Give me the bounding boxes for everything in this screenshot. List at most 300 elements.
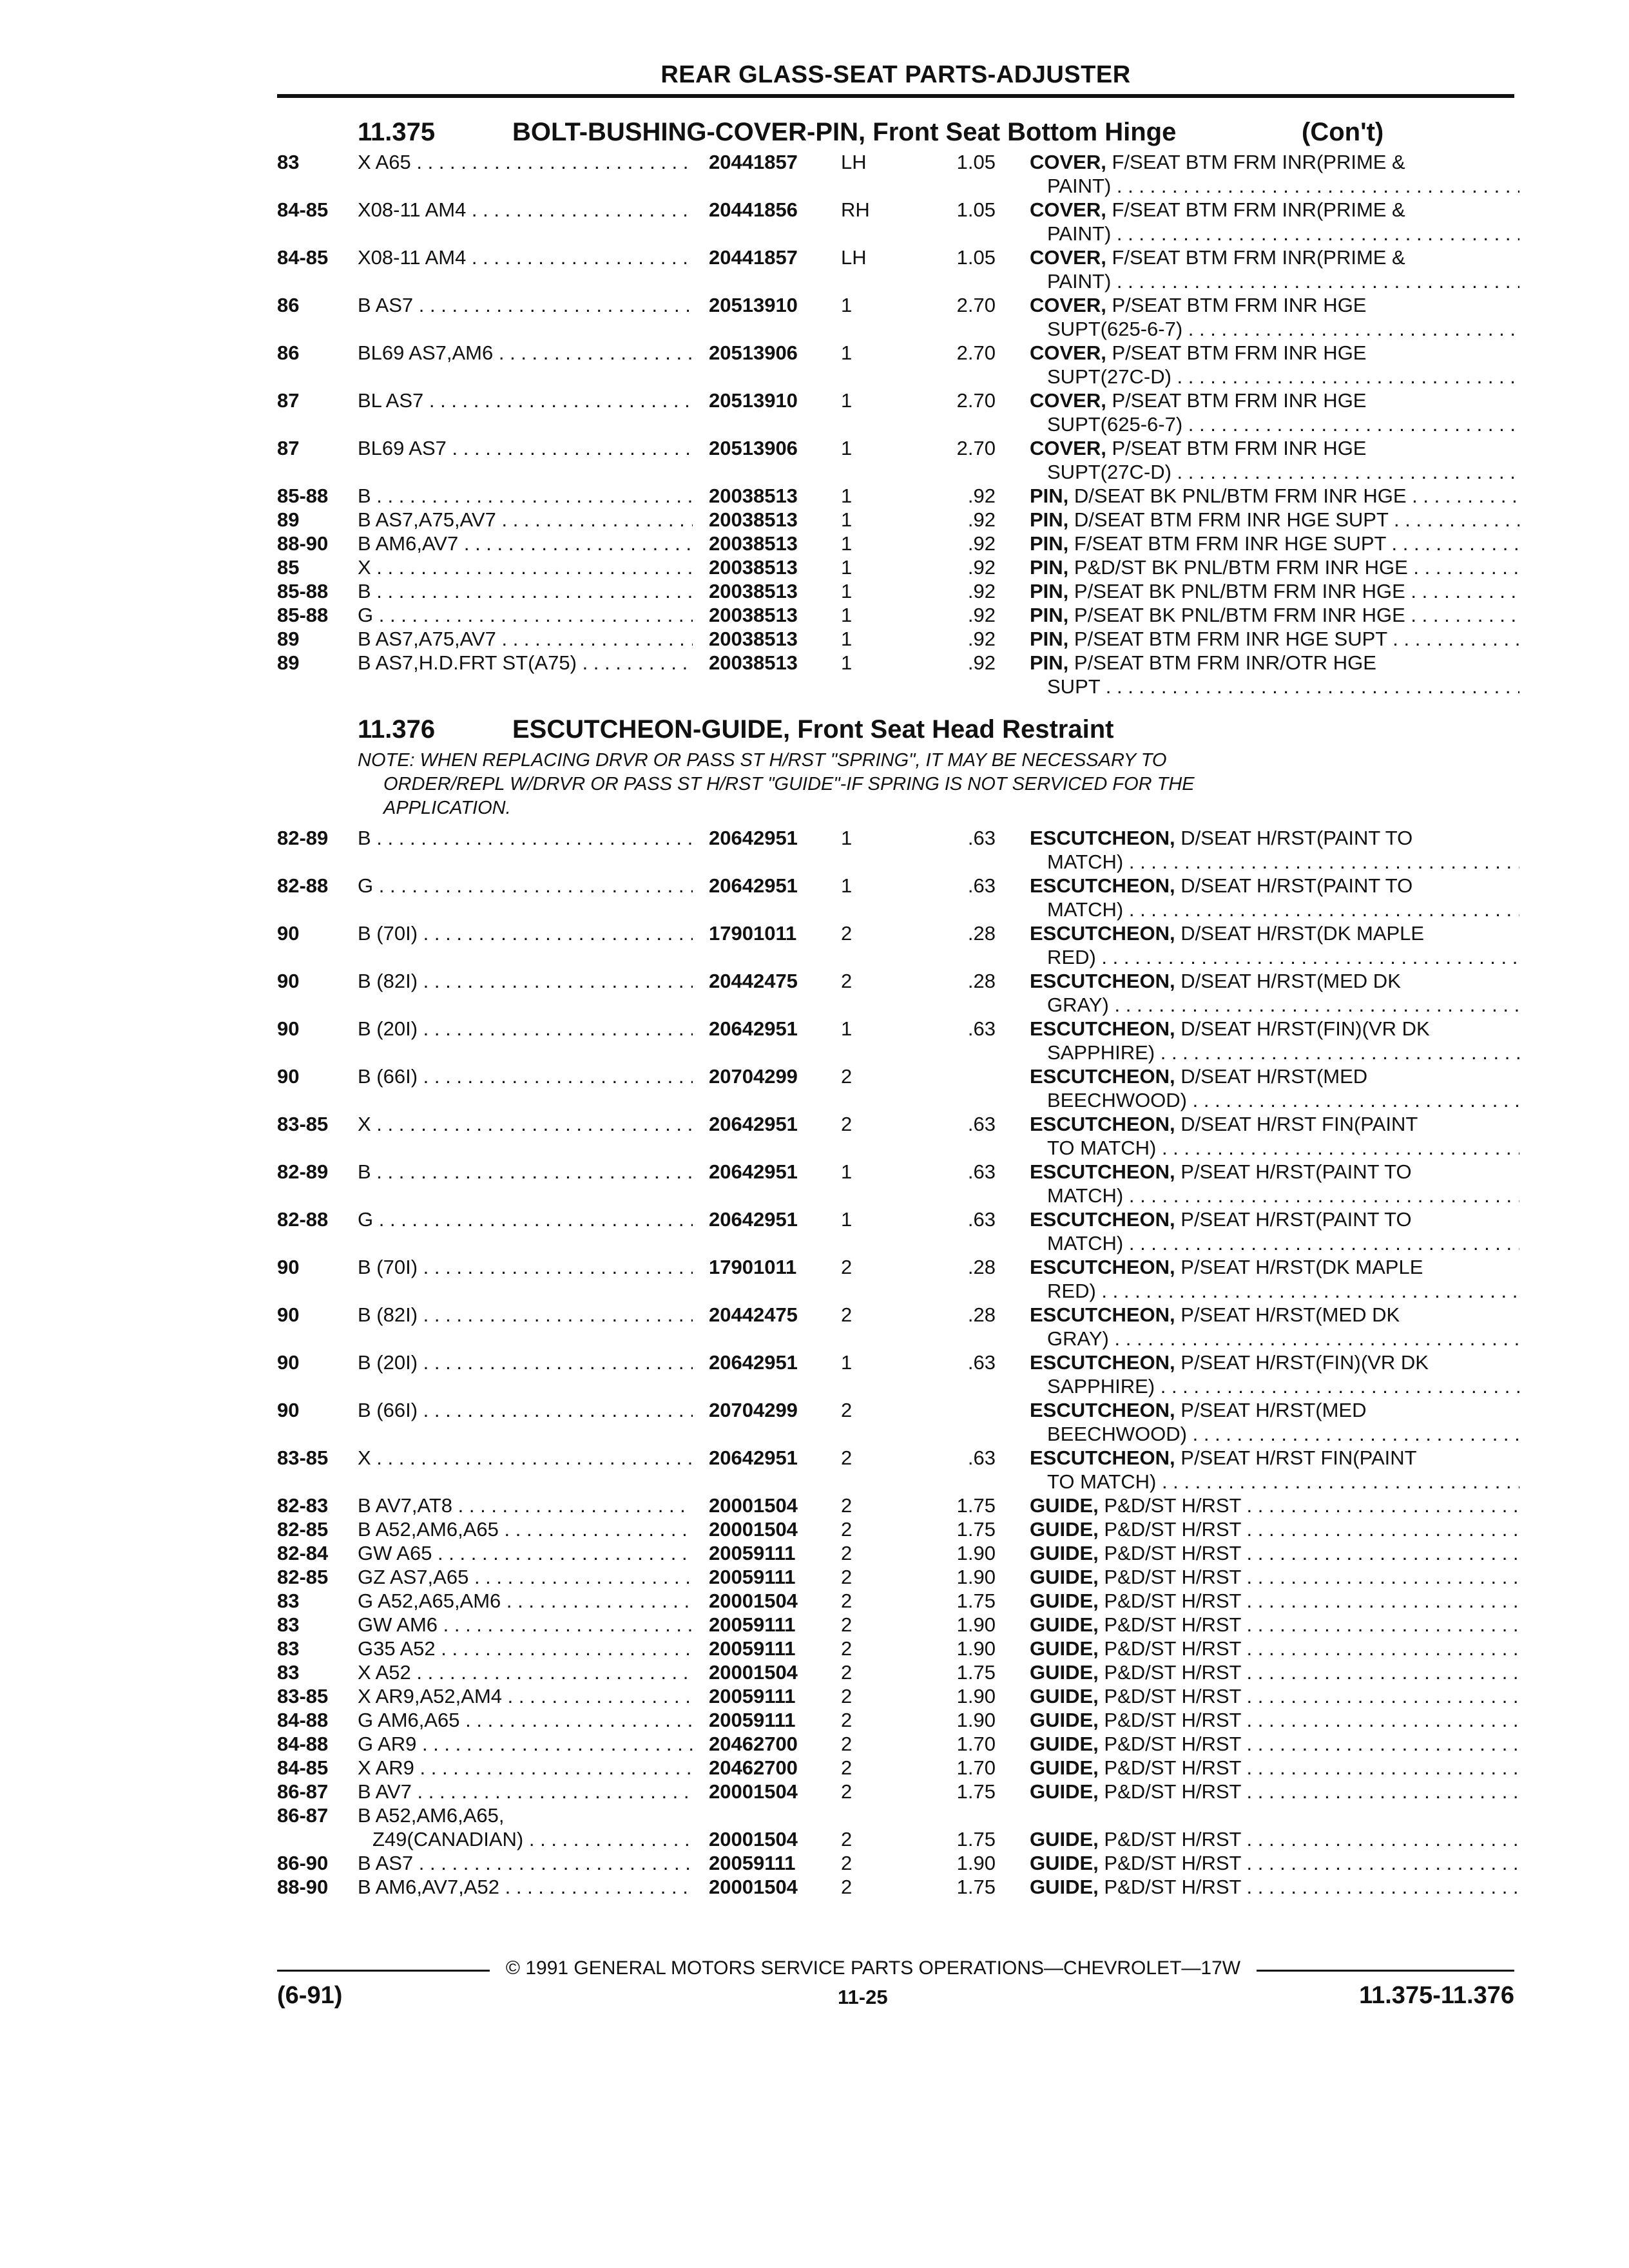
table-row (0, 508, 1629, 532)
part-name: ESCUTCHEON, (1030, 1160, 1175, 1183)
description-text: P/SEAT BTM FRM INR HGE (1112, 437, 1367, 459)
part-description (1030, 1684, 1519, 1708)
description-continued: SUPT(625-6-7) . . . (1047, 317, 1519, 341)
table-row (0, 579, 1629, 603)
part-name: GUIDE, (1030, 1661, 1099, 1684)
part-number: 20059111 (709, 1613, 796, 1636)
table-row (0, 1613, 1629, 1637)
part-name: COVER, (1030, 294, 1106, 316)
price: .63 (967, 1160, 996, 1183)
model-code: B AV7,AT8 . . . (358, 1494, 693, 1517)
part-description (1030, 1541, 1519, 1565)
part-name: GUIDE, (1030, 1828, 1099, 1850)
description-continued: RED) . . . (1047, 1279, 1519, 1303)
section-heading-11-375 (358, 118, 1384, 147)
description-text: P&D/ST H/RST (1104, 1876, 1241, 1898)
year-range: 90 (277, 1399, 300, 1421)
year-range: 82-85 (277, 1518, 329, 1541)
year-range: 89 (277, 628, 300, 650)
year-range: 82-84 (277, 1542, 329, 1564)
description-text: F/SEAT BTM FRM INR(PRIME & (1112, 151, 1405, 173)
table-row-continued (0, 850, 1629, 874)
table-row (0, 1851, 1629, 1875)
part-description (1030, 341, 1519, 365)
part-name: COVER, (1030, 437, 1106, 459)
price: .63 (967, 1208, 996, 1231)
model-code: B (66I) . . . (358, 1398, 693, 1422)
model-code: B (20I) . . . (358, 1017, 693, 1041)
part-name: COVER, (1030, 389, 1106, 412)
year-range: 84-88 (277, 1709, 329, 1731)
quantity: 1 (841, 294, 853, 316)
table-row (0, 293, 1629, 317)
quantity: 1 (841, 827, 853, 849)
table-row-continued (0, 1422, 1629, 1446)
part-name: GUIDE, (1030, 1542, 1099, 1564)
model-code: X . . . (358, 1112, 693, 1136)
year-range: 82-89 (277, 827, 329, 849)
part-description (1030, 1112, 1519, 1136)
table-row-continued (0, 993, 1629, 1017)
part-description (1030, 1565, 1519, 1589)
price: .63 (967, 1113, 996, 1135)
part-number: 20642951 (709, 827, 798, 849)
description-text: P&D/ST H/RST (1104, 1518, 1241, 1541)
part-name: ESCUTCHEON, (1030, 874, 1175, 897)
part-number: 20441856 (709, 198, 798, 221)
part-description (1030, 1494, 1519, 1517)
table-row (0, 1017, 1629, 1041)
part-name: GUIDE, (1030, 1590, 1099, 1612)
table-row (0, 1756, 1629, 1780)
table-row (0, 1637, 1629, 1660)
year-range: 86-87 (277, 1804, 329, 1827)
part-name: ESCUTCHEON, (1030, 1208, 1175, 1231)
model-code: B AS7 . . . (358, 293, 693, 317)
description-text: P/SEAT BK PNL/BTM FRM INR HGE (1074, 604, 1405, 626)
year-range: 90 (277, 970, 300, 992)
year-range: 85-88 (277, 604, 329, 626)
model-code: G . . . (358, 603, 693, 627)
part-name: PIN, (1030, 532, 1069, 555)
table-row (0, 484, 1629, 508)
table-row (0, 389, 1629, 412)
year-range: 88-90 (277, 532, 329, 555)
part-number: 20001504 (709, 1494, 798, 1517)
year-range: 90 (277, 1256, 300, 1278)
description-continued: SAPPHIRE) . . . (1047, 1041, 1519, 1064)
service-note (358, 749, 1511, 820)
table-row (0, 1827, 1629, 1851)
quantity: 2 (841, 1590, 853, 1612)
part-number: 20001504 (709, 1590, 798, 1612)
table-row (0, 1350, 1629, 1374)
year-range: 86-87 (277, 1780, 329, 1803)
table-row (0, 1398, 1629, 1422)
quantity: RH (841, 198, 870, 221)
description-text: P/SEAT H/RST(PAINT TO (1181, 1208, 1412, 1231)
price: .63 (967, 1017, 996, 1040)
table-row (0, 1875, 1629, 1899)
price: .63 (967, 1351, 996, 1374)
quantity: 1 (841, 508, 853, 531)
description-text: D/SEAT H/RST(FIN)(VR DK (1181, 1017, 1430, 1040)
part-description (1030, 508, 1519, 532)
table-row (0, 436, 1629, 460)
price: .28 (967, 1256, 996, 1278)
description-text: D/SEAT H/RST FIN(PAINT (1181, 1113, 1418, 1135)
price: 1.05 (956, 246, 996, 269)
description-continued: PAINT) . . . (1047, 174, 1519, 198)
description-text: P/SEAT H/RST(DK MAPLE (1181, 1256, 1423, 1278)
part-name: GUIDE, (1030, 1756, 1099, 1779)
quantity: 2 (841, 1709, 853, 1731)
part-number: 20513906 (709, 437, 798, 459)
model-code: B (70I) . . . (358, 1255, 693, 1279)
part-number: 20038513 (709, 604, 798, 626)
table-row-continued (0, 1470, 1629, 1494)
price: 1.90 (956, 1852, 996, 1874)
model-code: B . . . (358, 826, 693, 850)
model-code: G A52,A65,AM6 . . . (358, 1589, 693, 1613)
quantity: 2 (841, 1828, 853, 1850)
description-text: P&D/ST BK PNL/BTM FRM INR HGE (1074, 556, 1408, 579)
table-row (0, 826, 1629, 850)
part-name: COVER, (1030, 246, 1106, 269)
model-code: B AS7 . . . (358, 1851, 693, 1875)
part-name: COVER, (1030, 341, 1106, 364)
quantity: 1 (841, 1017, 853, 1040)
section-title: ESCUTCHEON-GUIDE, Front Seat Head Restraint (512, 715, 1114, 744)
quantity: 1 (841, 1160, 853, 1183)
quantity: 2 (841, 1613, 853, 1636)
table-row (0, 150, 1629, 174)
description-text: P&D/ST H/RST (1104, 1852, 1241, 1874)
price: 1.75 (956, 1590, 996, 1612)
table-row-continued (0, 1279, 1629, 1303)
table-row (0, 651, 1629, 675)
table-row-continued (0, 460, 1629, 484)
price: 1.90 (956, 1566, 996, 1588)
description-text: P&D/ST H/RST (1104, 1637, 1241, 1660)
price: .92 (967, 580, 996, 602)
part-name: GUIDE, (1030, 1685, 1099, 1707)
part-name: GUIDE, (1030, 1709, 1099, 1731)
price: .63 (967, 1446, 996, 1469)
table-row-continued (0, 898, 1629, 921)
description-continued: TO MATCH) . . . (1047, 1136, 1519, 1160)
part-description (1030, 1589, 1519, 1613)
model-code: B AM6,AV7 . . . (358, 532, 693, 555)
quantity: LH (841, 246, 867, 269)
description-text: D/SEAT BK PNL/BTM FRM INR HGE (1074, 485, 1407, 507)
model-code-continued: Z49(CANADIAN) . . . (372, 1827, 693, 1851)
price: 2.70 (956, 389, 996, 412)
part-description (1030, 1613, 1519, 1637)
year-range: 87 (277, 437, 300, 459)
table-row-continued (0, 945, 1629, 969)
part-description (1030, 484, 1519, 508)
price: 1.90 (956, 1542, 996, 1564)
part-number: 20462700 (709, 1733, 798, 1755)
part-name: PIN, (1030, 508, 1069, 531)
part-number: 20001504 (709, 1661, 798, 1684)
quantity: 2 (841, 1756, 853, 1779)
description-text: P&D/ST H/RST (1104, 1542, 1241, 1564)
part-description (1030, 1303, 1519, 1327)
table-row-continued (0, 1374, 1629, 1398)
part-description (1030, 1207, 1519, 1231)
part-description (1030, 1160, 1519, 1184)
part-description (1030, 532, 1519, 555)
year-range: 83 (277, 1637, 300, 1660)
quantity: 2 (841, 1518, 853, 1541)
part-number: 20642951 (709, 1446, 798, 1469)
model-code: B (82I) . . . (358, 969, 693, 993)
price: 1.75 (956, 1876, 996, 1898)
price: .63 (967, 874, 996, 897)
price: .28 (967, 1303, 996, 1326)
table-row (0, 1732, 1629, 1756)
section-number: 11.376 (358, 715, 436, 744)
price: .92 (967, 604, 996, 626)
table-row (0, 245, 1629, 269)
price: .92 (967, 485, 996, 507)
part-number: 20441857 (709, 151, 798, 173)
model-code: B (20I) . . . (358, 1350, 693, 1374)
year-range: 90 (277, 1065, 300, 1088)
price: 1.90 (956, 1637, 996, 1660)
table-row-continued (0, 174, 1629, 198)
part-number: 20059111 (709, 1566, 796, 1588)
section-heading-11-376 (358, 715, 1113, 744)
quantity: 2 (841, 1566, 853, 1588)
part-name: COVER, (1030, 151, 1106, 173)
year-range: 86 (277, 341, 300, 364)
description-text: P&D/ST H/RST (1104, 1756, 1241, 1779)
year-range: 83 (277, 1590, 300, 1612)
part-description (1030, 436, 1519, 460)
quantity: 1 (841, 580, 853, 602)
price: 1.75 (956, 1518, 996, 1541)
price: 1.90 (956, 1709, 996, 1731)
description-text: D/SEAT H/RST(MED DK (1181, 970, 1401, 992)
model-code: G . . . (358, 1207, 693, 1231)
table-row (0, 1565, 1629, 1589)
quantity: 1 (841, 556, 853, 579)
table-row (0, 1660, 1629, 1684)
part-description (1030, 1827, 1519, 1851)
part-description (1030, 555, 1519, 579)
table-row (0, 532, 1629, 555)
description-continued: MATCH) . . . (1047, 898, 1519, 921)
quantity: 2 (841, 1113, 853, 1135)
section-continued: (Con't) (1302, 118, 1384, 146)
part-description (1030, 603, 1519, 627)
part-name: GUIDE, (1030, 1637, 1099, 1660)
part-number: 20704299 (709, 1065, 798, 1088)
model-code: G35 A52 . . . (358, 1637, 693, 1660)
model-code: X08-11 AM4 . . . (358, 245, 693, 269)
model-code: B AS7,H.D.FRT ST(A75) . . . (358, 651, 693, 675)
year-range: 85 (277, 556, 300, 579)
year-range: 82-88 (277, 874, 329, 897)
part-description (1030, 1780, 1519, 1803)
price: .28 (967, 970, 996, 992)
part-number: 20704299 (709, 1399, 798, 1421)
table-row (0, 198, 1629, 222)
price: .28 (967, 922, 996, 945)
part-name: GUIDE, (1030, 1613, 1099, 1636)
year-range: 89 (277, 508, 300, 531)
part-name: GUIDE, (1030, 1852, 1099, 1874)
price: 1.75 (956, 1494, 996, 1517)
part-description (1030, 579, 1519, 603)
description-continued: RED) . . . (1047, 945, 1519, 969)
quantity: 1 (841, 532, 853, 555)
part-description (1030, 627, 1519, 651)
description-continued: BEECHWOOD) . . . (1047, 1422, 1519, 1446)
price: 1.75 (956, 1661, 996, 1684)
part-number: 20038513 (709, 485, 798, 507)
quantity: 2 (841, 1399, 853, 1421)
description-text: P&D/ST H/RST (1104, 1661, 1241, 1684)
year-range: 82-88 (277, 1208, 329, 1231)
quantity: 2 (841, 1065, 853, 1088)
year-range: 86-90 (277, 1852, 329, 1874)
part-name: PIN, (1030, 580, 1069, 602)
year-range: 84-85 (277, 198, 329, 221)
part-number: 20642951 (709, 874, 798, 897)
description-text: D/SEAT H/RST(PAINT TO (1181, 874, 1413, 897)
description-text: D/SEAT BTM FRM INR HGE SUPT (1074, 508, 1389, 531)
part-name: GUIDE, (1030, 1876, 1099, 1898)
model-code: B . . . (358, 579, 693, 603)
part-description (1030, 150, 1519, 174)
description-text: P&D/ST H/RST (1104, 1828, 1241, 1850)
table-row (0, 1517, 1629, 1541)
quantity: LH (841, 151, 867, 173)
description-continued: SUPT(27C-D) . . . (1047, 460, 1519, 484)
part-description (1030, 1017, 1519, 1041)
table-row (0, 969, 1629, 993)
model-code: X AR9,A52,AM4 . . . (358, 1684, 693, 1708)
part-number: 20642951 (709, 1160, 798, 1183)
description-text: P/SEAT BTM FRM INR/OTR HGE (1074, 651, 1376, 674)
part-name: ESCUTCHEON, (1030, 1017, 1175, 1040)
part-name: ESCUTCHEON, (1030, 1399, 1175, 1421)
table-row-continued (0, 1088, 1629, 1112)
price: 1.75 (956, 1828, 996, 1850)
model-code: X AR9 . . . (358, 1756, 693, 1780)
part-name: PIN, (1030, 628, 1069, 650)
part-name: PIN, (1030, 651, 1069, 674)
model-code: B AV7 . . . (358, 1780, 693, 1803)
part-description (1030, 1446, 1519, 1470)
price: .92 (967, 628, 996, 650)
price: .92 (967, 556, 996, 579)
part-number: 20442475 (709, 970, 798, 992)
description-text: P&D/ST H/RST (1104, 1709, 1241, 1731)
quantity: 1 (841, 1351, 853, 1374)
part-description (1030, 1732, 1519, 1756)
table-row (0, 1541, 1629, 1565)
quantity: 2 (841, 1542, 853, 1564)
part-description (1030, 1756, 1519, 1780)
part-number: 20001504 (709, 1780, 798, 1803)
year-range: 84-85 (277, 1756, 329, 1779)
price: .92 (967, 508, 996, 531)
model-code: B AS7,A75,AV7 . . . (358, 627, 693, 651)
part-description (1030, 389, 1519, 412)
description-continued: GRAY) . . . (1047, 1327, 1519, 1350)
description-continued: SUPT(625-6-7) . . . (1047, 412, 1519, 436)
part-description (1030, 1350, 1519, 1374)
part-number: 20642951 (709, 1208, 798, 1231)
table-row-continued (0, 222, 1629, 245)
price: 1.75 (956, 1780, 996, 1803)
note-line: NOTE: WHEN REPLACING DRVR OR PASS ST H/RST "SPRING", IT MAY BE NECESSARY TO (358, 750, 1167, 771)
part-number: 20442475 (709, 1303, 798, 1326)
table-row (0, 1160, 1629, 1184)
year-range: 90 (277, 922, 300, 945)
part-name: GUIDE, (1030, 1733, 1099, 1755)
model-code: B A52,AM6,A65, (358, 1804, 505, 1827)
footer-rule-left (277, 1970, 490, 1972)
model-code: BL69 AS7 . . . (358, 436, 693, 460)
quantity: 1 (841, 604, 853, 626)
quantity: 2 (841, 1256, 853, 1278)
year-range: 88-90 (277, 1876, 329, 1898)
description-text: F/SEAT BTM FRM INR HGE SUPT (1074, 532, 1386, 555)
part-name: ESCUTCHEON, (1030, 922, 1175, 945)
footer-section-range: 11.375-11.376 (1359, 1982, 1514, 2009)
description-continued: PAINT) . . . (1047, 222, 1519, 245)
quantity: 1 (841, 341, 853, 364)
footer-copyright: © 1991 GENERAL MOTORS SERVICE PARTS OPERATIONS—CHEVROLET—17W (490, 1957, 1257, 1979)
description-continued: SUPT . . . (1047, 675, 1519, 698)
part-description (1030, 1637, 1519, 1660)
description-text: P/SEAT BTM FRM INR HGE SUPT (1074, 628, 1387, 650)
model-code: GW AM6 . . . (358, 1613, 693, 1637)
part-number: 20038513 (709, 651, 798, 674)
quantity: 2 (841, 1303, 853, 1326)
year-range: 83 (277, 151, 300, 173)
quantity: 2 (841, 1494, 853, 1517)
table-row (0, 1803, 1629, 1827)
year-range: 84-88 (277, 1733, 329, 1755)
price: 2.70 (956, 341, 996, 364)
part-description (1030, 1708, 1519, 1732)
part-name: GUIDE, (1030, 1518, 1099, 1541)
table-row (0, 1708, 1629, 1732)
year-range: 90 (277, 1351, 300, 1374)
table-row (0, 1684, 1629, 1708)
price: 2.70 (956, 437, 996, 459)
description-text: D/SEAT H/RST(MED (1181, 1065, 1368, 1088)
description-continued: GRAY) . . . (1047, 993, 1519, 1017)
description-continued: MATCH) . . . (1047, 1184, 1519, 1207)
quantity: 1 (841, 874, 853, 897)
table-row (0, 1780, 1629, 1803)
table-row-continued (0, 269, 1629, 293)
description-continued: TO MATCH) . . . (1047, 1470, 1519, 1494)
year-range: 84-85 (277, 246, 329, 269)
part-number: 20038513 (709, 532, 798, 555)
part-name: ESCUTCHEON, (1030, 1113, 1175, 1135)
description-text: F/SEAT BTM FRM INR(PRIME & (1112, 198, 1405, 221)
year-range: 90 (277, 1017, 300, 1040)
